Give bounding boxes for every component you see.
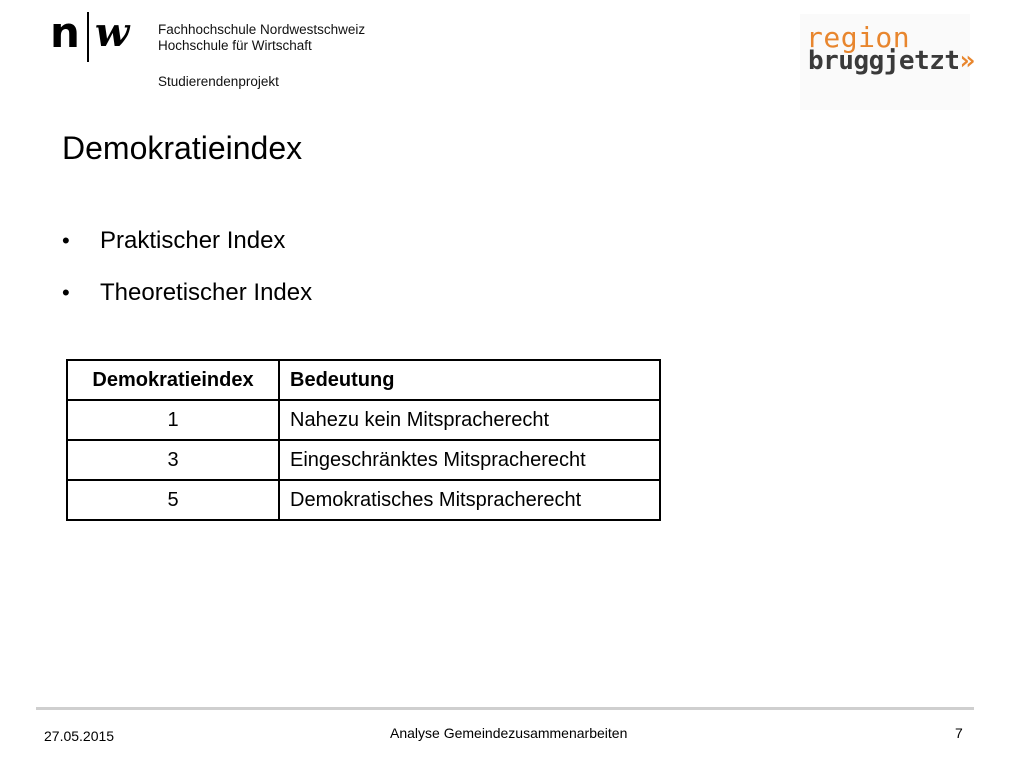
bullet-item bbox=[62, 276, 312, 310]
table-header-meaning: Bedeutung bbox=[279, 360, 660, 400]
region-logo-line2 bbox=[808, 48, 975, 74]
table-row bbox=[67, 400, 660, 440]
democracy-index-table bbox=[66, 359, 661, 521]
bullet-icon: • bbox=[62, 228, 70, 253]
bullet-text: Praktischer Index bbox=[100, 227, 286, 254]
chevron-right-icon: » bbox=[959, 46, 975, 76]
table-row bbox=[67, 480, 660, 520]
bullet-text: Theoretischer Index bbox=[100, 279, 313, 306]
fhnw-logo-w: w bbox=[94, 9, 130, 56]
bullet-list bbox=[62, 224, 312, 328]
project-label: Studierendenprojekt bbox=[158, 74, 279, 89]
school-name bbox=[158, 22, 365, 54]
table-cell-index: 3 bbox=[67, 440, 279, 480]
table-cell-meaning: Eingeschränktes Mitspracherecht bbox=[279, 440, 660, 480]
footer-divider bbox=[36, 707, 974, 710]
fhnw-logo-n: n bbox=[50, 8, 79, 57]
school-name-line1: Fachhochschule Nordwestschweiz bbox=[158, 22, 366, 37]
page-number: 7 bbox=[955, 725, 963, 741]
footer-title: Analyse Gemeindezusammenarbeiten bbox=[390, 725, 628, 741]
table-header-index: Demokratieindex bbox=[67, 360, 279, 400]
table-cell-meaning: Demokratisches Mitspracherecht bbox=[279, 480, 660, 520]
slide-title: Demokratieindex bbox=[62, 130, 303, 166]
table-cell-meaning: Nahezu kein Mitspracherecht bbox=[279, 400, 660, 440]
fhnw-logo-divider bbox=[87, 12, 89, 62]
table-header-row bbox=[67, 360, 660, 400]
footer-date: 27.05.2015 bbox=[44, 728, 115, 744]
table-cell-index: 5 bbox=[67, 480, 279, 520]
fhnw-logo bbox=[50, 8, 130, 64]
table-row bbox=[67, 440, 660, 480]
table-cell-index: 1 bbox=[67, 400, 279, 440]
bullet-item bbox=[62, 224, 312, 258]
bullet-icon: • bbox=[62, 280, 70, 305]
region-logo-line1: region bbox=[806, 21, 911, 54]
region-bruggjetzt-logo bbox=[800, 14, 975, 110]
school-name-line2: Hochschule für Wirtschaft bbox=[158, 38, 312, 53]
region-logo-word: bruggjetzt bbox=[808, 46, 960, 76]
